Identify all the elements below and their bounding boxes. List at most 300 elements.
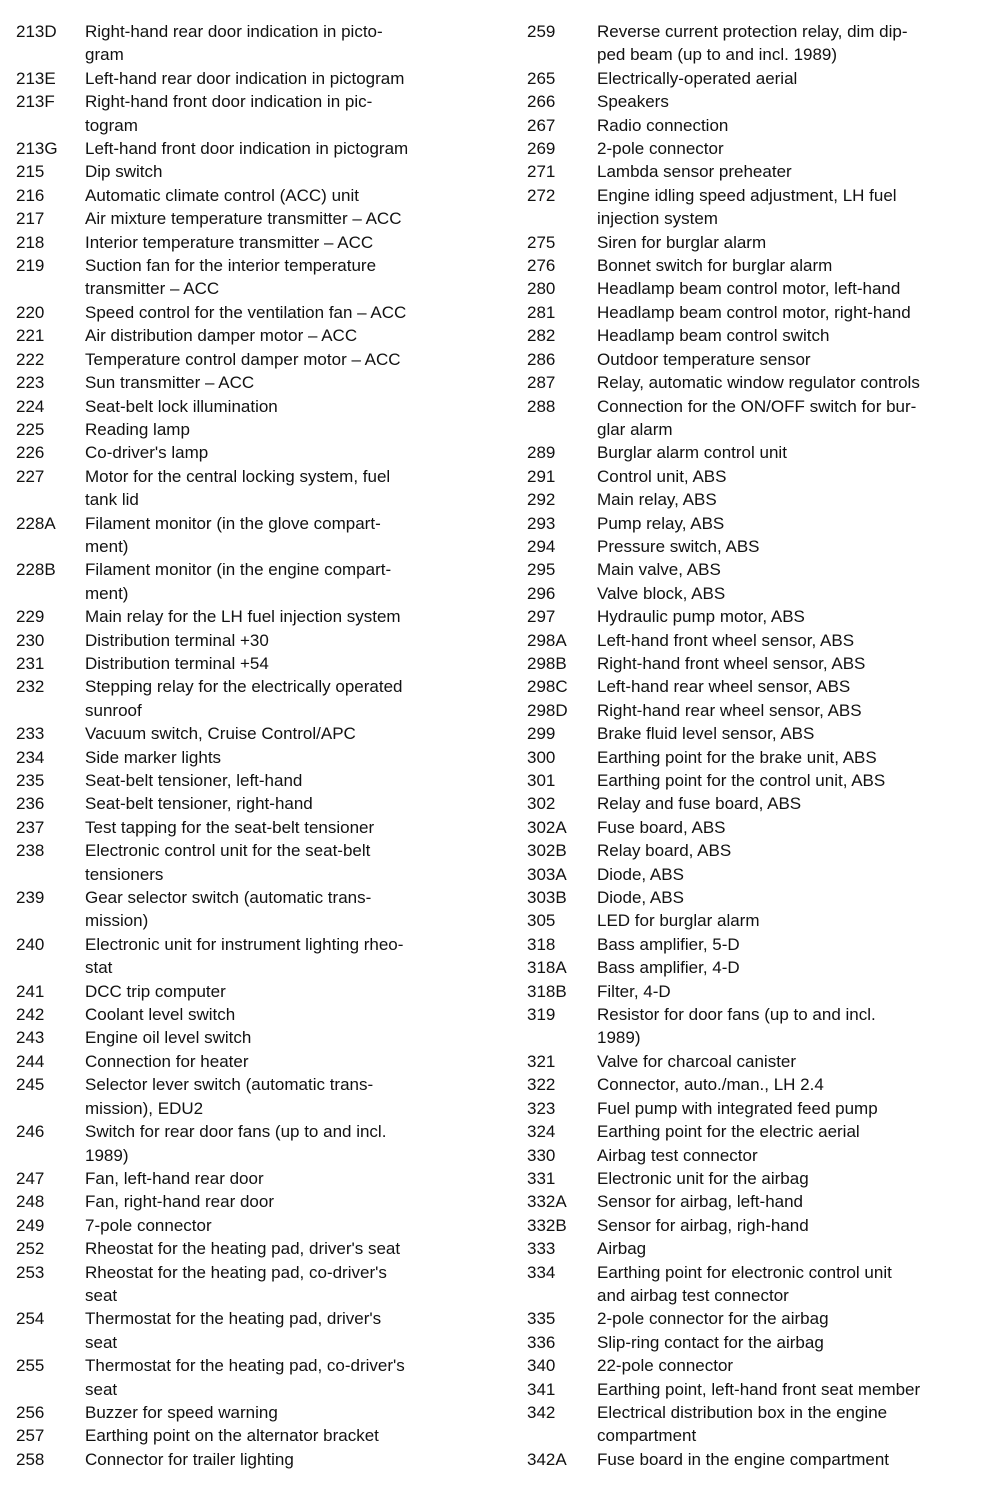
component-code: 221 <box>16 326 45 346</box>
component-entry <box>16 980 486 1003</box>
component-entry <box>527 231 997 254</box>
component-description: Engine idling speed adjustment, LH fuel injection system <box>597 185 897 229</box>
component-description: Relay and fuse board, ABS <box>597 794 802 814</box>
component-description: Diode, ABS <box>597 888 684 908</box>
component-entry <box>16 67 486 90</box>
component-code: 229 <box>16 607 45 627</box>
component-entry <box>16 465 486 512</box>
component-entry <box>16 254 486 301</box>
component-description: Main relay for the LH fuel injection system <box>85 607 401 627</box>
component-description: Left-hand rear door indication in pictogram <box>85 68 405 88</box>
component-description: Earthing point for the electric aerial <box>597 1122 860 1142</box>
component-entry <box>16 1003 486 1026</box>
component-entry <box>527 512 997 535</box>
component-entry <box>527 1097 997 1120</box>
component-code: 242 <box>16 1005 45 1025</box>
component-code: 323 <box>527 1098 556 1118</box>
component-entry <box>527 746 997 769</box>
component-description: Fuse board in the engine compartment <box>597 1449 890 1469</box>
component-description: Vacuum switch, Cruise Control/APC <box>85 724 356 744</box>
component-description: Stepping relay for the electrically operated sunroof <box>85 677 403 720</box>
component-code: 330 <box>527 1145 556 1165</box>
component-code: 231 <box>16 653 45 673</box>
component-description: Rheostat for the heating pad, driver's seat <box>85 1239 401 1259</box>
component-entry <box>527 1378 997 1401</box>
component-entry <box>527 629 997 652</box>
component-code: 228B <box>16 560 56 580</box>
component-entry <box>527 722 997 745</box>
component-code: 303A <box>527 864 567 884</box>
component-entry <box>527 558 997 581</box>
component-description: Diode, ABS <box>597 864 684 884</box>
component-code: 275 <box>527 232 556 252</box>
component-description: Airbag test connector <box>597 1145 758 1165</box>
component-code: 228A <box>16 513 56 533</box>
component-code: 303B <box>527 888 567 908</box>
component-code: 288 <box>527 396 556 416</box>
component-code: 244 <box>16 1051 45 1071</box>
component-entry <box>16 886 486 933</box>
component-description: Sensor for airbag, righ-hand <box>597 1215 809 1235</box>
component-description: Interior temperature transmitter – ACC <box>85 232 374 252</box>
component-description: Co-driver's lamp <box>85 443 209 463</box>
component-entry <box>527 371 997 394</box>
component-entry <box>16 1026 486 1049</box>
component-code: 332B <box>527 1215 567 1235</box>
component-description: Connection for the ON/OFF switch for bur- glar alarm <box>597 396 917 439</box>
component-description: Coolant level switch <box>85 1005 236 1025</box>
component-code: 282 <box>527 326 556 346</box>
component-entry <box>527 348 997 371</box>
component-code: 266 <box>527 92 556 112</box>
component-code: 245 <box>16 1075 45 1095</box>
component-description: 2-pole connector for the airbag <box>597 1309 829 1329</box>
component-entry <box>16 1424 486 1447</box>
component-entry <box>527 67 997 90</box>
component-code: 302A <box>527 817 567 837</box>
component-code: 298D <box>527 700 568 720</box>
component-entry <box>527 605 997 628</box>
component-description: Siren for burglar alarm <box>597 232 767 252</box>
component-description: Earthing point for the control unit, ABS <box>597 771 886 790</box>
component-entry <box>16 722 486 745</box>
component-description: Left-hand front wheel sensor, ABS <box>597 630 855 650</box>
component-code: 243 <box>16 1028 45 1048</box>
component-description: Earthing point on the alternator bracket <box>85 1426 379 1446</box>
component-entry <box>16 184 486 207</box>
component-description: Bass amplifier, 4-D <box>597 958 740 978</box>
component-description: Earthing point for the brake unit, ABS <box>597 747 877 767</box>
component-description: Electronic control unit for the seat-belt tensioners <box>85 841 371 884</box>
component-entry <box>527 1003 997 1050</box>
component-entry <box>527 488 997 511</box>
component-code: 238 <box>16 841 45 861</box>
component-code: 258 <box>16 1449 45 1469</box>
component-entry <box>527 652 997 675</box>
component-entry <box>527 675 997 698</box>
component-entry <box>527 699 997 722</box>
component-code: 331 <box>527 1168 556 1188</box>
component-code: 280 <box>527 279 556 299</box>
component-description: Distribution terminal +30 <box>85 630 269 650</box>
component-entry <box>527 1331 997 1354</box>
component-description: Control unit, ABS <box>597 466 727 486</box>
component-entry <box>527 441 997 464</box>
component-code: 318 <box>527 934 556 954</box>
component-entry <box>16 1120 486 1167</box>
component-description: Thermostat for the heating pad, driver's seat <box>85 1309 382 1352</box>
component-entry <box>527 980 997 1003</box>
component-entry <box>16 652 486 675</box>
component-code: 289 <box>527 443 556 463</box>
component-description: Bass amplifier, 5-D <box>597 934 740 954</box>
component-description: Engine oil level switch <box>85 1028 252 1048</box>
component-entry <box>16 1261 486 1308</box>
component-code: 237 <box>16 817 45 837</box>
component-description: Relay board, ABS <box>597 841 732 861</box>
component-entry <box>16 1354 486 1401</box>
component-code: 334 <box>527 1262 556 1282</box>
component-description: Switch for rear door fans (up to and incl. 1989) <box>85 1122 387 1165</box>
component-entry <box>16 1307 486 1354</box>
component-entry <box>527 137 997 160</box>
component-entry <box>16 1190 486 1213</box>
component-description: Right-hand rear wheel sensor, ABS <box>597 700 862 720</box>
component-entry <box>16 1214 486 1237</box>
component-entry <box>16 1167 486 1190</box>
component-description: Motor for the central locking system, fuel tank lid <box>85 466 391 510</box>
component-description: Headlamp beam control switch <box>597 326 830 346</box>
component-entry <box>527 816 997 839</box>
component-entry <box>527 886 997 909</box>
component-entry <box>16 629 486 652</box>
component-code: 236 <box>16 794 45 814</box>
component-entry <box>527 324 997 347</box>
component-description: Suction fan for the interior temperature transmitter – ACC <box>85 256 377 299</box>
right-column <box>527 20 997 1471</box>
component-entry <box>527 1144 997 1167</box>
component-entry <box>527 1261 997 1308</box>
component-entry <box>527 839 997 862</box>
component-description: Filament monitor (in the engine compart- ment) <box>85 560 392 603</box>
component-code: 296 <box>527 583 556 603</box>
component-description: Air distribution damper motor – ACC <box>85 326 358 346</box>
component-code: 230 <box>16 630 45 650</box>
component-code: 336 <box>527 1332 556 1352</box>
component-code: 234 <box>16 747 45 767</box>
component-entry <box>527 1237 997 1260</box>
component-code: 215 <box>16 162 45 182</box>
component-entry <box>16 231 486 254</box>
component-description: Electronic unit for the airbag <box>597 1168 809 1188</box>
component-description: Filament monitor (in the glove compart- ment) <box>85 513 381 556</box>
component-entry <box>527 1307 997 1330</box>
component-code: 292 <box>527 490 556 510</box>
component-description: Gear selector switch (automatic trans- mission) <box>85 888 372 931</box>
component-description: Connector for trailer lighting <box>85 1449 294 1469</box>
component-description: Radio connection <box>597 115 729 135</box>
component-description: Connector, auto./man., LH 2.4 <box>597 1075 824 1095</box>
component-code: 319 <box>527 1005 556 1025</box>
component-description: DCC trip computer <box>85 981 226 1001</box>
component-entry <box>16 324 486 347</box>
component-description: Side marker lights <box>85 747 222 767</box>
component-entry <box>527 465 997 488</box>
component-code: 342 <box>527 1402 556 1422</box>
component-entry <box>16 348 486 371</box>
component-code: 265 <box>527 68 556 88</box>
component-code: 267 <box>527 115 556 135</box>
component-description: Pump relay, ABS <box>597 513 725 533</box>
component-entry <box>16 90 486 137</box>
component-description: Dip switch <box>85 162 163 182</box>
component-code: 248 <box>16 1192 45 1212</box>
component-code: 222 <box>16 349 45 369</box>
component-entry <box>16 746 486 769</box>
component-entry <box>527 277 997 300</box>
component-entry <box>16 20 486 67</box>
component-entry <box>16 207 486 230</box>
component-description: Pressure switch, ABS <box>597 536 760 556</box>
component-entry <box>16 839 486 886</box>
component-entry <box>16 933 486 980</box>
component-code: 249 <box>16 1215 45 1235</box>
component-entry <box>527 582 997 605</box>
component-description: Electronic unit for instrument lighting rheo- stat <box>85 934 404 978</box>
component-code: 213E <box>16 68 56 88</box>
component-description: 22-pole connector <box>597 1356 734 1376</box>
component-code: 298A <box>527 630 567 650</box>
component-code: 227 <box>16 466 45 486</box>
component-entry <box>527 1073 997 1096</box>
component-description: Electrically-operated aerial <box>597 68 798 88</box>
component-entry <box>16 558 486 605</box>
component-code: 213D <box>16 22 57 41</box>
component-entry <box>527 254 997 277</box>
component-entry <box>16 512 486 559</box>
component-entry <box>527 792 997 815</box>
component-code: 276 <box>527 256 556 276</box>
component-entry <box>16 301 486 324</box>
component-entry <box>16 160 486 183</box>
component-entry <box>527 1167 997 1190</box>
component-entry <box>16 769 486 792</box>
component-description: Airbag <box>597 1239 647 1259</box>
component-description: Test tapping for the seat-belt tensioner <box>85 817 375 837</box>
component-code: 240 <box>16 934 45 954</box>
component-code: 247 <box>16 1168 45 1188</box>
component-code: 342A <box>527 1449 567 1469</box>
component-code: 271 <box>527 162 556 182</box>
component-entry <box>527 863 997 886</box>
component-code: 302B <box>527 841 567 861</box>
component-code: 286 <box>527 349 556 369</box>
component-description: Reverse current protection relay, dim dip- ped beam (up to and incl. 1989) <box>597 22 908 65</box>
component-code: 213G <box>16 139 58 159</box>
component-description: Fuel pump with integrated feed pump <box>597 1098 878 1118</box>
component-code: 305 <box>527 911 556 931</box>
component-entry <box>527 933 997 956</box>
component-code: 246 <box>16 1122 45 1142</box>
component-code: 255 <box>16 1356 45 1376</box>
component-description: Hydraulic pump motor, ABS <box>597 607 805 627</box>
component-code: 253 <box>16 1262 45 1282</box>
component-entry <box>527 1448 997 1471</box>
component-entry <box>527 1050 997 1073</box>
component-entry <box>527 301 997 324</box>
component-description: Outdoor temperature sensor <box>597 349 811 369</box>
component-description: Brake fluid level sensor, ABS <box>597 724 815 744</box>
component-code: 220 <box>16 302 45 322</box>
component-entry <box>16 1073 486 1120</box>
component-code: 233 <box>16 724 45 744</box>
component-code: 332A <box>527 1192 567 1212</box>
component-entry <box>16 371 486 394</box>
component-description: Sensor for airbag, left-hand <box>597 1192 804 1212</box>
component-code: 223 <box>16 373 45 393</box>
component-code: 259 <box>527 22 556 41</box>
component-description: Seat-belt tensioner, right-hand <box>85 794 313 814</box>
component-description: Slip-ring contact for the airbag <box>597 1332 824 1352</box>
component-description: Distribution terminal +54 <box>85 653 269 673</box>
component-code: 235 <box>16 771 45 790</box>
component-entry <box>16 418 486 441</box>
component-description: Rheostat for the heating pad, co-driver's seat <box>85 1262 387 1305</box>
component-entry <box>16 395 486 418</box>
component-code: 302 <box>527 794 556 814</box>
component-entry <box>16 605 486 628</box>
component-entry <box>527 20 997 67</box>
component-description: Automatic climate control (ACC) unit <box>85 185 359 205</box>
component-description: Earthing point for electronic control unit and airbag test connector <box>597 1262 892 1305</box>
component-entry <box>16 1050 486 1073</box>
component-code: 318B <box>527 981 567 1001</box>
component-code: 324 <box>527 1122 556 1142</box>
component-code: 295 <box>527 560 556 580</box>
component-entry <box>527 395 997 442</box>
component-code: 216 <box>16 185 45 205</box>
component-description: Right-hand front door indication in pic- togram <box>85 92 373 135</box>
left-column <box>16 20 486 1471</box>
component-code: 333 <box>527 1239 556 1259</box>
component-code: 293 <box>527 513 556 533</box>
component-description: Speed control for the ventilation fan – ACC <box>85 302 407 322</box>
component-description: Earthing point, left-hand front seat member <box>597 1379 921 1399</box>
component-code: 218 <box>16 232 45 252</box>
component-entry <box>16 1448 486 1471</box>
component-description: Right-hand rear door indication in picto- gram <box>85 22 383 65</box>
component-entry <box>527 769 997 792</box>
component-description: Selector lever switch (automatic trans- mission), EDU2 <box>85 1075 374 1118</box>
component-code: 272 <box>527 185 556 205</box>
component-entry <box>16 1401 486 1424</box>
component-entry <box>527 1214 997 1237</box>
component-code: 301 <box>527 771 556 790</box>
component-description: Lambda sensor preheater <box>597 162 792 182</box>
component-code: 287 <box>527 373 556 393</box>
component-code: 241 <box>16 981 45 1001</box>
component-code: 256 <box>16 1402 45 1422</box>
component-description: LED for burglar alarm <box>597 911 760 931</box>
component-description: Right-hand front wheel sensor, ABS <box>597 653 866 673</box>
component-description: Temperature control damper motor – ACC <box>85 349 401 369</box>
component-code: 321 <box>527 1051 556 1071</box>
component-code: 213F <box>16 92 55 112</box>
component-description: Air mixture temperature transmitter – ACC <box>85 209 402 229</box>
component-code: 318A <box>527 958 567 978</box>
component-code: 335 <box>527 1309 556 1329</box>
component-description: Filter, 4-D <box>597 981 671 1001</box>
component-description: Main relay, ABS <box>597 490 717 510</box>
component-entry <box>16 816 486 839</box>
component-description: Thermostat for the heating pad, co-driver's seat <box>85 1356 405 1399</box>
component-code: 298B <box>527 653 567 673</box>
component-description: Buzzer for speed warning <box>85 1402 278 1422</box>
component-description: Reading lamp <box>85 419 190 439</box>
component-description: Main valve, ABS <box>597 560 721 580</box>
component-entry <box>527 114 997 137</box>
component-code: 224 <box>16 396 45 416</box>
component-entry <box>527 956 997 979</box>
component-code: 252 <box>16 1239 45 1259</box>
component-code: 257 <box>16 1426 45 1446</box>
component-description: Seat-belt tensioner, left-hand <box>85 771 303 790</box>
component-entry <box>16 441 486 464</box>
component-description: Valve block, ABS <box>597 583 726 603</box>
component-code: 300 <box>527 747 556 767</box>
component-description: Connection for heater <box>85 1051 249 1071</box>
component-entry <box>527 160 997 183</box>
component-code: 225 <box>16 419 45 439</box>
component-entry <box>527 909 997 932</box>
component-description: Valve for charcoal canister <box>597 1051 797 1071</box>
component-entry <box>16 1237 486 1260</box>
component-code: 219 <box>16 256 45 276</box>
component-description: Fan, right-hand rear door <box>85 1192 274 1212</box>
component-code: 217 <box>16 209 45 229</box>
component-description: Fan, left-hand rear door <box>85 1168 264 1188</box>
component-description: Speakers <box>597 92 669 112</box>
component-code: 294 <box>527 536 556 556</box>
component-entry <box>16 675 486 722</box>
component-entry <box>527 90 997 113</box>
component-description: Left-hand front door indication in pictogram <box>85 139 409 159</box>
component-code: 298C <box>527 677 568 697</box>
component-description: Electrical distribution box in the engine compartment <box>597 1402 888 1446</box>
component-entry <box>527 1120 997 1143</box>
component-description: Seat-belt lock illumination <box>85 396 278 416</box>
component-code: 299 <box>527 724 556 744</box>
component-code: 281 <box>527 302 556 322</box>
component-description: Resistor for door fans (up to and incl. 1989) <box>597 1005 876 1048</box>
component-description: Fuse board, ABS <box>597 817 726 837</box>
component-description: Burglar alarm control unit <box>597 443 787 463</box>
component-entry <box>527 184 997 231</box>
component-description: Headlamp beam control motor, right-hand <box>597 302 911 322</box>
component-code: 297 <box>527 607 556 627</box>
component-description: Bonnet switch for burglar alarm <box>597 256 833 276</box>
component-code: 239 <box>16 888 45 908</box>
component-description: 7-pole connector <box>85 1215 212 1235</box>
component-description: Relay, automatic window regulator controls <box>597 373 920 393</box>
component-entry <box>16 137 486 160</box>
component-code: 341 <box>527 1379 556 1399</box>
component-entry <box>527 1401 997 1448</box>
component-code: 269 <box>527 139 556 159</box>
component-entry <box>16 792 486 815</box>
component-description: Left-hand rear wheel sensor, ABS <box>597 677 851 697</box>
component-description: 2-pole connector <box>597 139 724 159</box>
